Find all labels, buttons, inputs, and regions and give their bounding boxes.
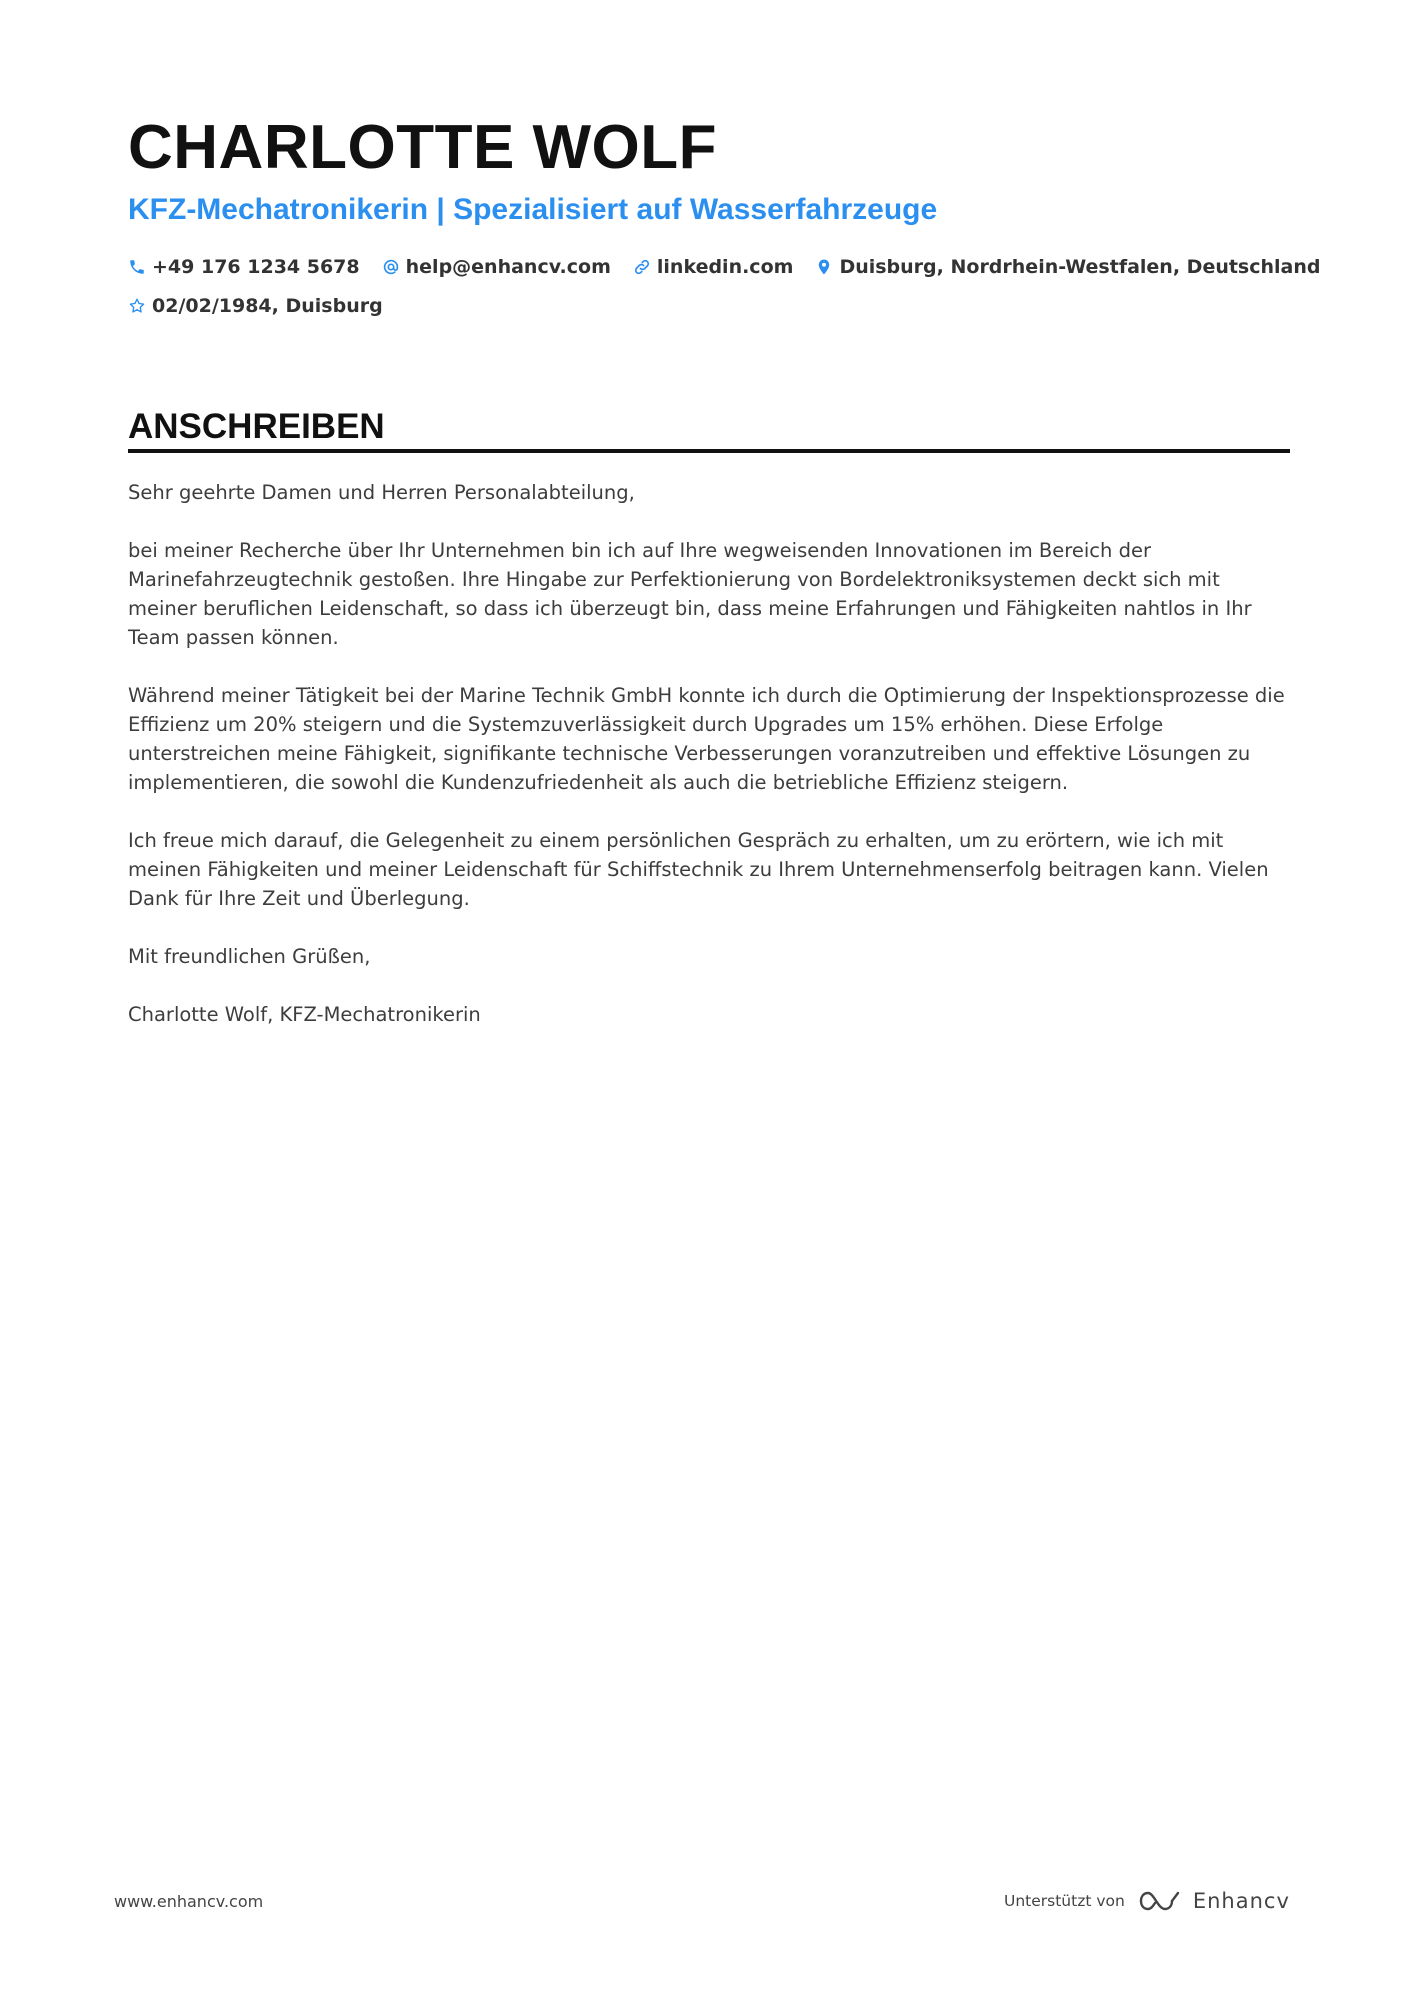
contact-phone	[128, 256, 360, 278]
enhancv-logo-icon	[1137, 1888, 1183, 1914]
letter-paragraph-2: Während meiner Tätigkeit bei der Marine Technik GmbH konnte ich durch die Optimierung der Inspektionsprozesse die Effizienz um 20% steigern und die Systemzuverlässigkeit durch Upgrades um 15% erhöhen. Diese Erfolge unterstreichen meine Fähigkeit, signifikante technische Verbesserungen voranzutreiben und effektive Lösungen zu implementieren, die sowohl die Kundenzufriedenheit als auch die betriebliche Effizienz steigern.	[128, 684, 1285, 794]
contact-row-1	[128, 252, 1321, 282]
footer-website[interactable]: www.enhancv.com	[114, 1892, 264, 1911]
contact-location	[815, 256, 1320, 278]
birth-text: 02/02/1984, Duisburg	[152, 295, 383, 317]
contact-birth	[128, 295, 383, 317]
star-icon	[128, 297, 146, 315]
letter-salutation: Sehr geehrte Damen und Herren Personalabteilung,	[128, 481, 635, 504]
letter-signature: Charlotte Wolf, KFZ-Mechatronikerin	[128, 1003, 481, 1026]
letter-body	[128, 478, 1288, 1058]
letter-closing: Mit freundlichen Grüßen,	[128, 945, 371, 968]
contact-email[interactable]	[382, 256, 611, 278]
brand-name: Enhancv	[1192, 1889, 1290, 1913]
section-divider	[128, 449, 1290, 453]
linkedin-text: linkedin.com	[656, 256, 794, 278]
at-icon	[382, 258, 400, 276]
phone-text: +49 176 1234 5678	[152, 256, 360, 278]
candidate-name: CHARLOTTE WOLF	[128, 113, 718, 182]
footer-branding	[1004, 1884, 1290, 1918]
letter-paragraph-1: bei meiner Recherche über Ihr Unternehmen bin ich auf Ihre wegweisenden Innovationen im Bereich der Marinefahrzeugtechnik gestoßen. Ihre Hingabe zur Perfektionierung von Bordelektroniksystemen deckt sich mit meiner beruflichen Leidenschaft, so dass ich überzeugt bin, dass meine Erfahrungen und Fähigkeiten nahtlos in Ihr Team passen können.	[128, 539, 1252, 649]
location-text: Duisburg, Nordrhein-Westfalen, Deutschland	[839, 256, 1321, 278]
letter-paragraph-3: Ich freue mich darauf, die Gelegenheit zu einem persönlichen Gespräch zu erhalten, um zu erörtern, wie ich mit meinen Fähigkeiten und meiner Leidenschaft für Schiffstechnik zu Ihrem Unternehmenserfolg beitragen kann. Vielen Dank für Ihre Zeit und Überlegung.	[128, 829, 1269, 910]
section-title: ANSCHREIBEN	[128, 407, 385, 446]
phone-icon	[128, 258, 146, 276]
link-icon	[633, 258, 651, 276]
email-text: help@enhancv.com	[405, 256, 611, 278]
contact-row-2	[128, 291, 1288, 321]
contact-linkedin[interactable]	[633, 256, 794, 278]
candidate-title: KFZ-Mechatronikerin | Spezialisiert auf Wasserfahrzeuge	[128, 193, 938, 226]
map-pin-icon	[815, 258, 833, 276]
powered-by-text: Unterstützt von	[1004, 1892, 1125, 1910]
contact-info	[128, 252, 1321, 330]
